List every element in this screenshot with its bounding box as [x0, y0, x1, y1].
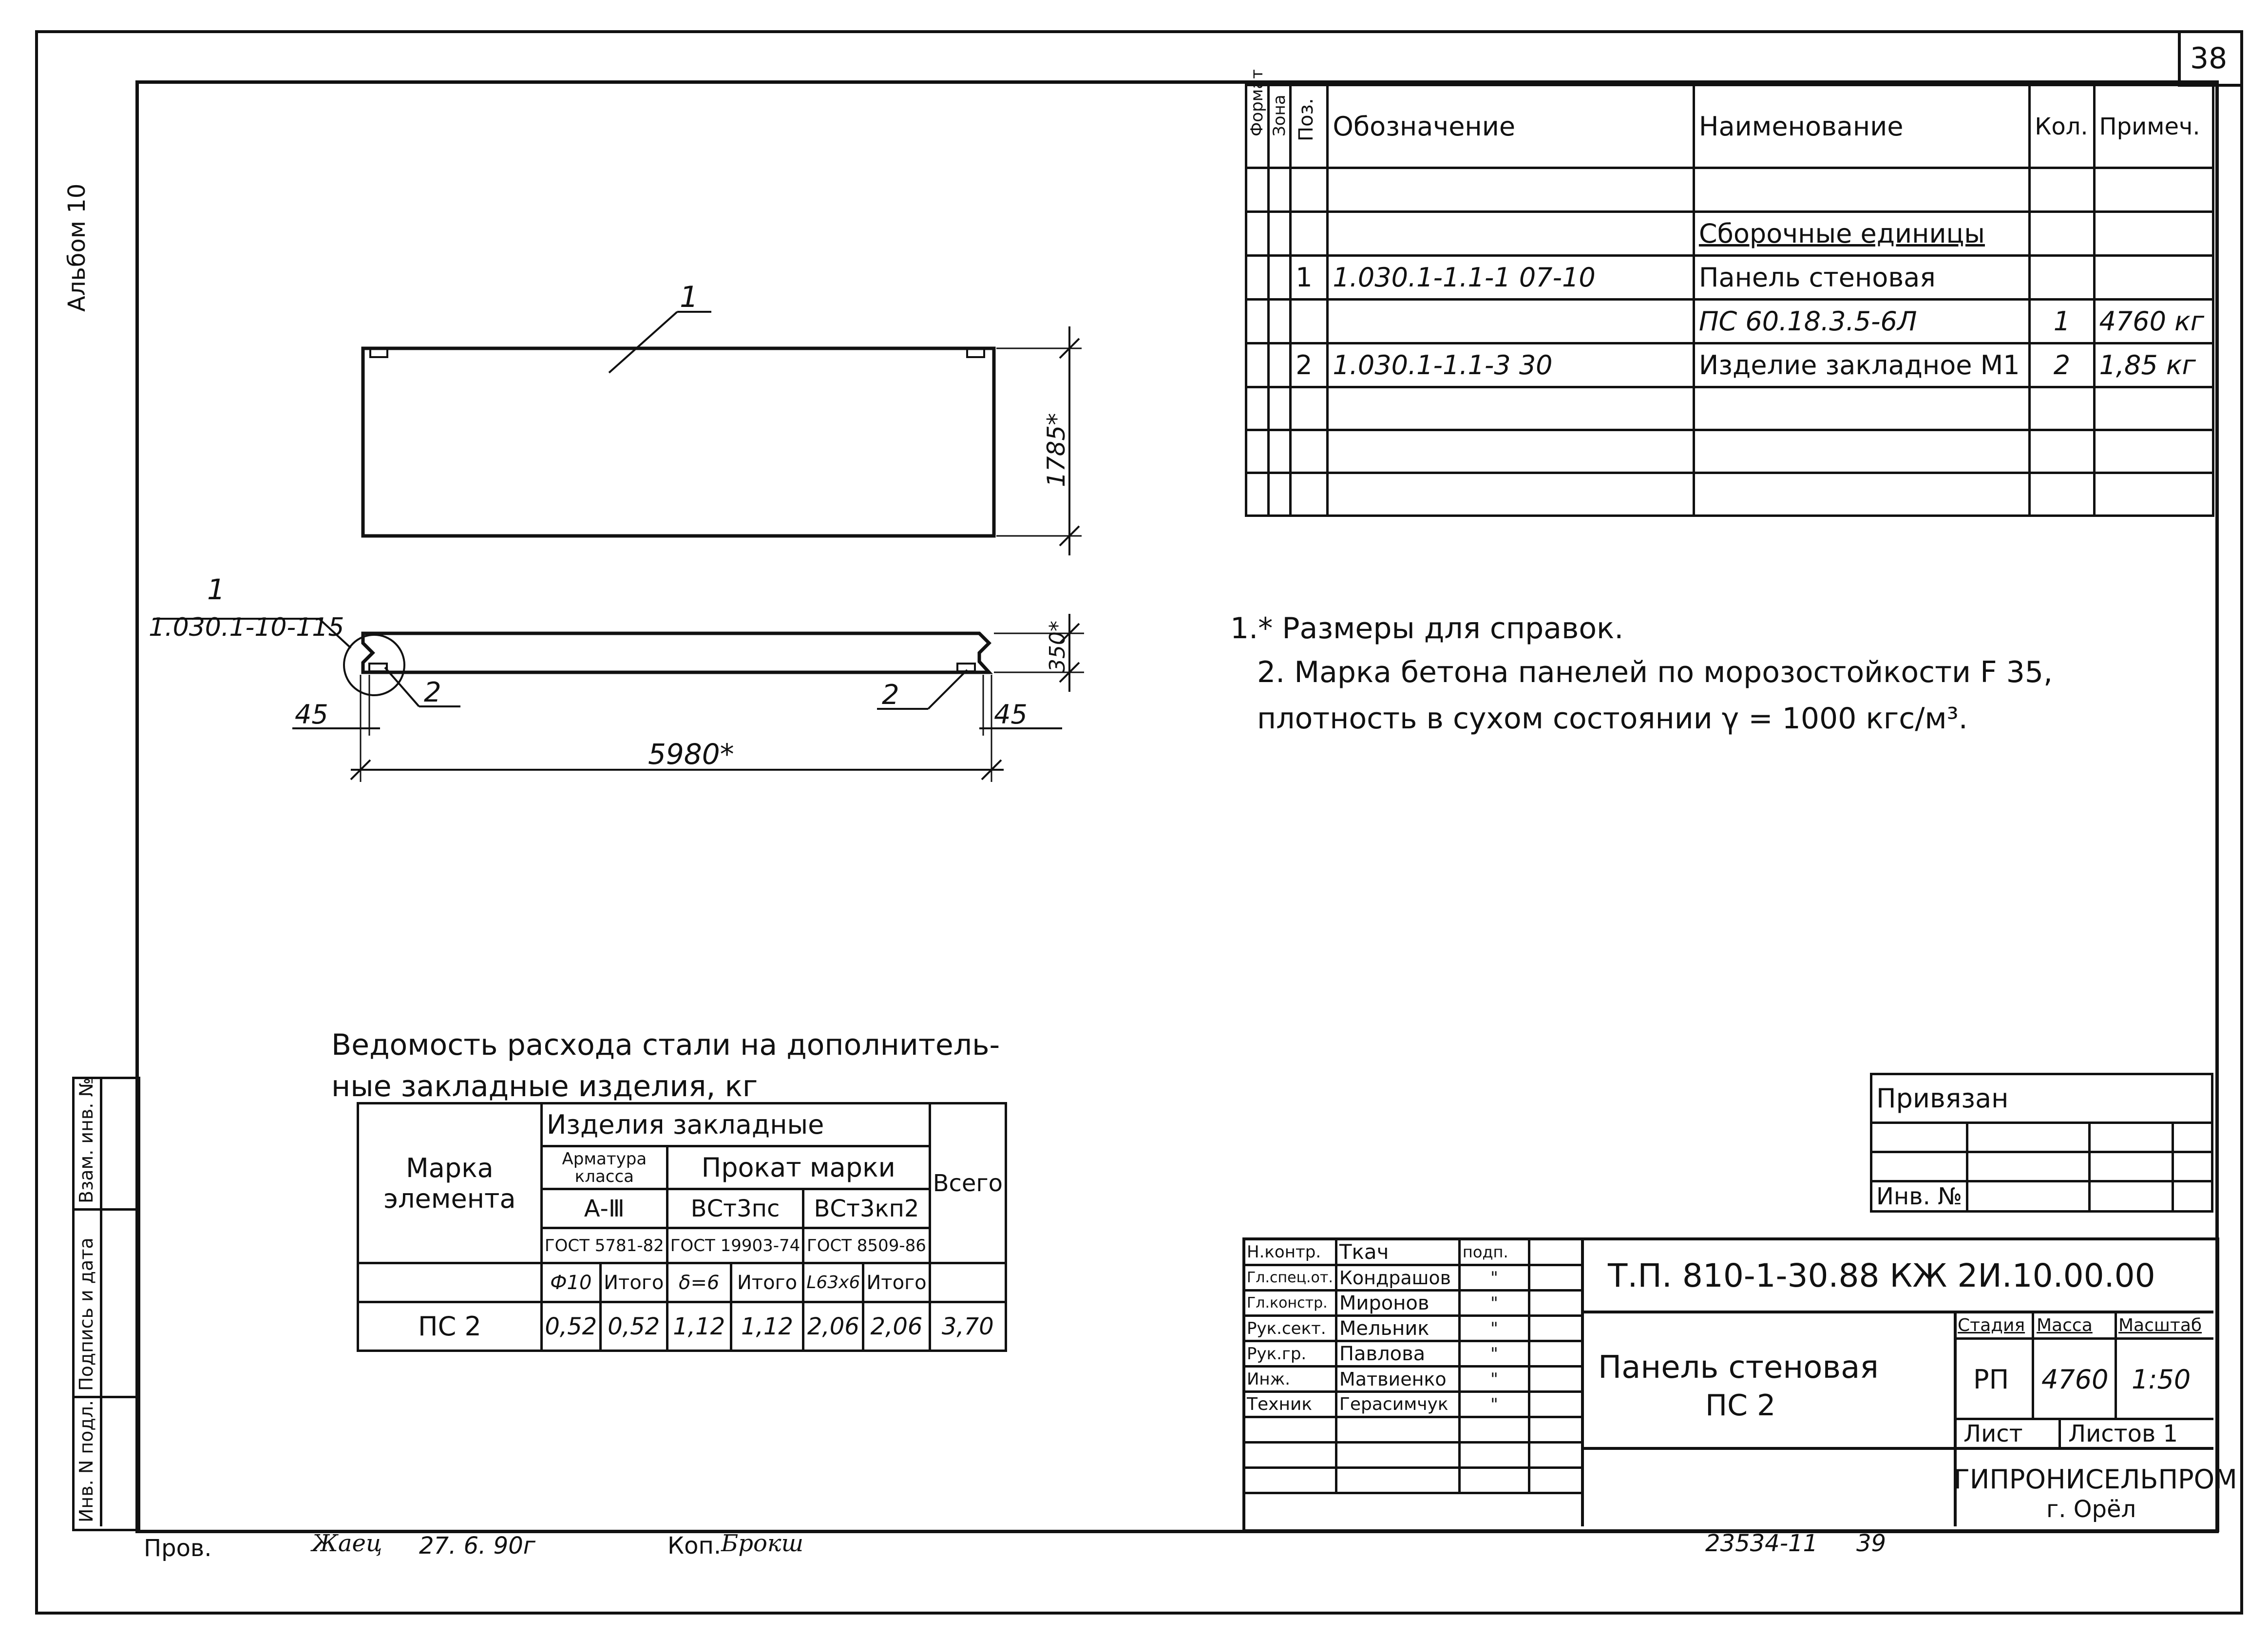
- sign-name: Ткач: [1336, 1239, 1459, 1265]
- table-row: [1244, 1265, 1582, 1291]
- left-stamp-divider: [72, 1208, 135, 1211]
- footer-date: 27. 6. 90г: [419, 1532, 535, 1559]
- spec-header-qty: Кол.: [2030, 85, 2094, 168]
- object-name-line2: ПС 2: [1705, 1388, 1776, 1423]
- spec-name: Изделие закладное М1: [1694, 343, 2029, 387]
- privyazan-title: Привязан: [1871, 1074, 2212, 1123]
- sign-role: Рук.гр.: [1244, 1341, 1336, 1367]
- panel-plan-view: [363, 312, 1082, 555]
- sign-name: Герасимчук: [1336, 1392, 1459, 1417]
- sign-role: Гл.спец.от.: [1244, 1265, 1336, 1291]
- footer-kop: Коп.: [667, 1532, 722, 1559]
- sign-sign: ": [1459, 1316, 1529, 1341]
- steel-sub: Итого: [863, 1263, 930, 1302]
- sign-sign: подп.: [1459, 1239, 1529, 1265]
- scale-label: Масштаб: [2118, 1315, 2202, 1335]
- steel-gost-1: ГОСТ 5781-82: [541, 1228, 667, 1263]
- drawing-code: Т.П. 810-1-30.88 КЖ 2И.10.00.00: [1608, 1257, 2155, 1294]
- stage-value: РП: [1973, 1364, 2009, 1395]
- spec-header-designation: Обозначение: [1328, 85, 1694, 168]
- footer-signature: Жаец: [312, 1530, 382, 1557]
- album-label: Альбом 10: [63, 183, 91, 312]
- sign-sign: ": [1459, 1341, 1529, 1367]
- spec-qty: 1: [2030, 300, 2094, 343]
- note-1: 1.* Размеры для справок.: [1230, 611, 1624, 646]
- title-block-divider: [2032, 1311, 2034, 1418]
- steel-sub: δ=6: [667, 1263, 731, 1302]
- signature-table: [1242, 1237, 1583, 1494]
- sign-role: Гл.констр.: [1244, 1291, 1336, 1316]
- dim-left: 45: [295, 699, 328, 730]
- scale-value: 1:50: [2132, 1364, 2191, 1395]
- footer-kop-sign: Брокш: [721, 1530, 804, 1557]
- left-stamp-podpis: Подпись и дата: [76, 1237, 97, 1391]
- steel-sub: Итого: [600, 1263, 667, 1302]
- sheets-label: Листов 1: [2068, 1420, 2178, 1447]
- spec-note: 4760 кг: [2094, 300, 2213, 343]
- steel-sub: L63х6: [803, 1263, 863, 1302]
- sign-name: Мельник: [1336, 1316, 1459, 1341]
- dim-length: 5980*: [648, 738, 734, 771]
- note-3: плотность в сухом состоянии γ = 1000 кгс/м³.: [1257, 702, 1968, 736]
- privyazan-block: [1870, 1073, 2213, 1213]
- label-2-right: 2: [882, 679, 899, 711]
- spec-pos: 1: [1291, 256, 1328, 300]
- steel-sub: Итого: [731, 1263, 803, 1302]
- spec-qty: 2: [2030, 343, 2094, 387]
- sign-name: Кондрашов: [1336, 1265, 1459, 1291]
- steel-group-header: Изделия закладные: [541, 1103, 930, 1146]
- spec-header-pos: Поз.: [1295, 97, 1318, 141]
- steel-value: 0,52: [541, 1302, 600, 1351]
- privyazan-inv: Инв. №: [1871, 1181, 1967, 1212]
- spec-designation: 1.030.1-1.1-1 07-10: [1328, 256, 1694, 300]
- sign-sign: ": [1459, 1265, 1529, 1291]
- left-stamp-vzam: Взам. инв. №: [76, 1077, 97, 1203]
- sheet-label: Лист: [1963, 1420, 2023, 1447]
- steel-vst3kp2: ВСт3кп2: [803, 1189, 930, 1228]
- dim-right: 45: [994, 699, 1028, 730]
- steel-value: 3,70: [930, 1302, 1006, 1351]
- table-row: [1244, 1239, 1582, 1265]
- steel-total-header: Всего: [930, 1103, 1006, 1263]
- left-stamp-divider: [100, 1077, 102, 1526]
- steel-value: 0,52: [600, 1302, 667, 1351]
- spec-header-name: Наименование: [1694, 85, 2029, 168]
- table-row: [1244, 1341, 1582, 1367]
- steel-value: 2,06: [863, 1302, 930, 1351]
- sheet-number: 38: [2190, 41, 2228, 76]
- sign-role: Техник: [1244, 1392, 1336, 1417]
- spec-note: 1,85 кг: [2094, 343, 2213, 387]
- note-2: 2. Марка бетона панелей по морозостойкости F 35,: [1257, 655, 2053, 689]
- steel-value: 1,12: [667, 1302, 731, 1351]
- steel-title-line1: Ведомость расхода стали на дополнитель-: [331, 1028, 1000, 1062]
- table-row: [358, 1302, 1006, 1351]
- sign-sign: ": [1459, 1291, 1529, 1316]
- steel-class-a3: А-Ⅲ: [541, 1189, 667, 1228]
- title-block-divider: [1581, 1237, 1584, 1526]
- spec-name: Панель стеновая: [1694, 256, 2029, 300]
- steel-gost-2: ГОСТ 19903-74: [667, 1228, 803, 1263]
- steel-sub: Ф10: [541, 1263, 600, 1302]
- sign-name: Павлова: [1336, 1341, 1459, 1367]
- sign-role: Рук.сект.: [1244, 1316, 1336, 1341]
- sign-name: Матвиенко: [1336, 1367, 1459, 1392]
- title-block-divider: [2115, 1311, 2117, 1418]
- spec-header-format: Формат: [1247, 69, 1267, 136]
- label-1-side: 1: [207, 573, 225, 606]
- steel-vst3ps: ВСт3пс: [667, 1189, 803, 1228]
- table-row: [1244, 1392, 1582, 1417]
- steel-table: [357, 1102, 1007, 1352]
- ref-detail-label: 1.030.1-10-115: [149, 613, 344, 642]
- left-stamp-inv-podl: Инв. N подл.: [76, 1400, 97, 1522]
- table-row: [1244, 1291, 1582, 1316]
- table-row: [1244, 1316, 1582, 1341]
- footer-prov: Пров.: [144, 1535, 212, 1562]
- org-city: г. Орёл: [2046, 1496, 2136, 1523]
- mass-label: Масса: [2037, 1315, 2093, 1335]
- sign-name: Миронов: [1336, 1291, 1459, 1316]
- steel-value: 1,12: [731, 1302, 803, 1351]
- spec-name: ПС 60.18.3.5-6Л: [1694, 300, 2029, 343]
- steel-gost-3: ГОСТ 8509-86: [803, 1228, 930, 1263]
- title-block-divider: [2058, 1418, 2061, 1447]
- footer-archive: 23534-11: [1705, 1530, 1818, 1557]
- sign-role: Инж.: [1244, 1367, 1336, 1392]
- label-2-left: 2: [424, 677, 441, 708]
- steel-value: 2,06: [803, 1302, 863, 1351]
- title-block-divider: [1954, 1337, 2213, 1340]
- org-name: ГИПРОНИСЕЛЬПРОМ: [1954, 1464, 2237, 1495]
- left-stamp-divider: [72, 1396, 135, 1398]
- sign-role: Н.контр.: [1244, 1239, 1336, 1265]
- spec-header-note: Примеч.: [2094, 85, 2213, 168]
- label-1-top: 1: [680, 280, 699, 314]
- spec-header-zone: Зона: [1269, 94, 1289, 136]
- spec-designation: 1.030.1-1.1-3 30: [1328, 343, 1694, 387]
- sign-sign: ": [1459, 1367, 1529, 1392]
- table-row: [1244, 1367, 1582, 1392]
- spec-section-title: Сборочные единицы: [1694, 212, 2029, 256]
- dim-thickness: 350*: [1045, 621, 1070, 672]
- steel-title-line2: ные закладные изделия, кг: [331, 1069, 758, 1103]
- mass-value: 4760: [2041, 1364, 2109, 1395]
- steel-armature-header: Арматура класса: [541, 1146, 667, 1189]
- object-name-line1: Панель стеновая: [1598, 1350, 1879, 1386]
- sign-sign: ": [1459, 1392, 1529, 1417]
- steel-row-mark: ПС 2: [358, 1302, 542, 1351]
- steel-rolled-header: Прокат марки: [667, 1146, 930, 1189]
- spec-pos: 2: [1291, 343, 1328, 387]
- dim-height: 1785*: [1042, 413, 1070, 487]
- title-block-divider: [1581, 1311, 2213, 1313]
- footer-page: 39: [1856, 1530, 1887, 1557]
- stage-label: Стадия: [1958, 1315, 2025, 1335]
- steel-mark-header: Марка элемента: [358, 1103, 542, 1263]
